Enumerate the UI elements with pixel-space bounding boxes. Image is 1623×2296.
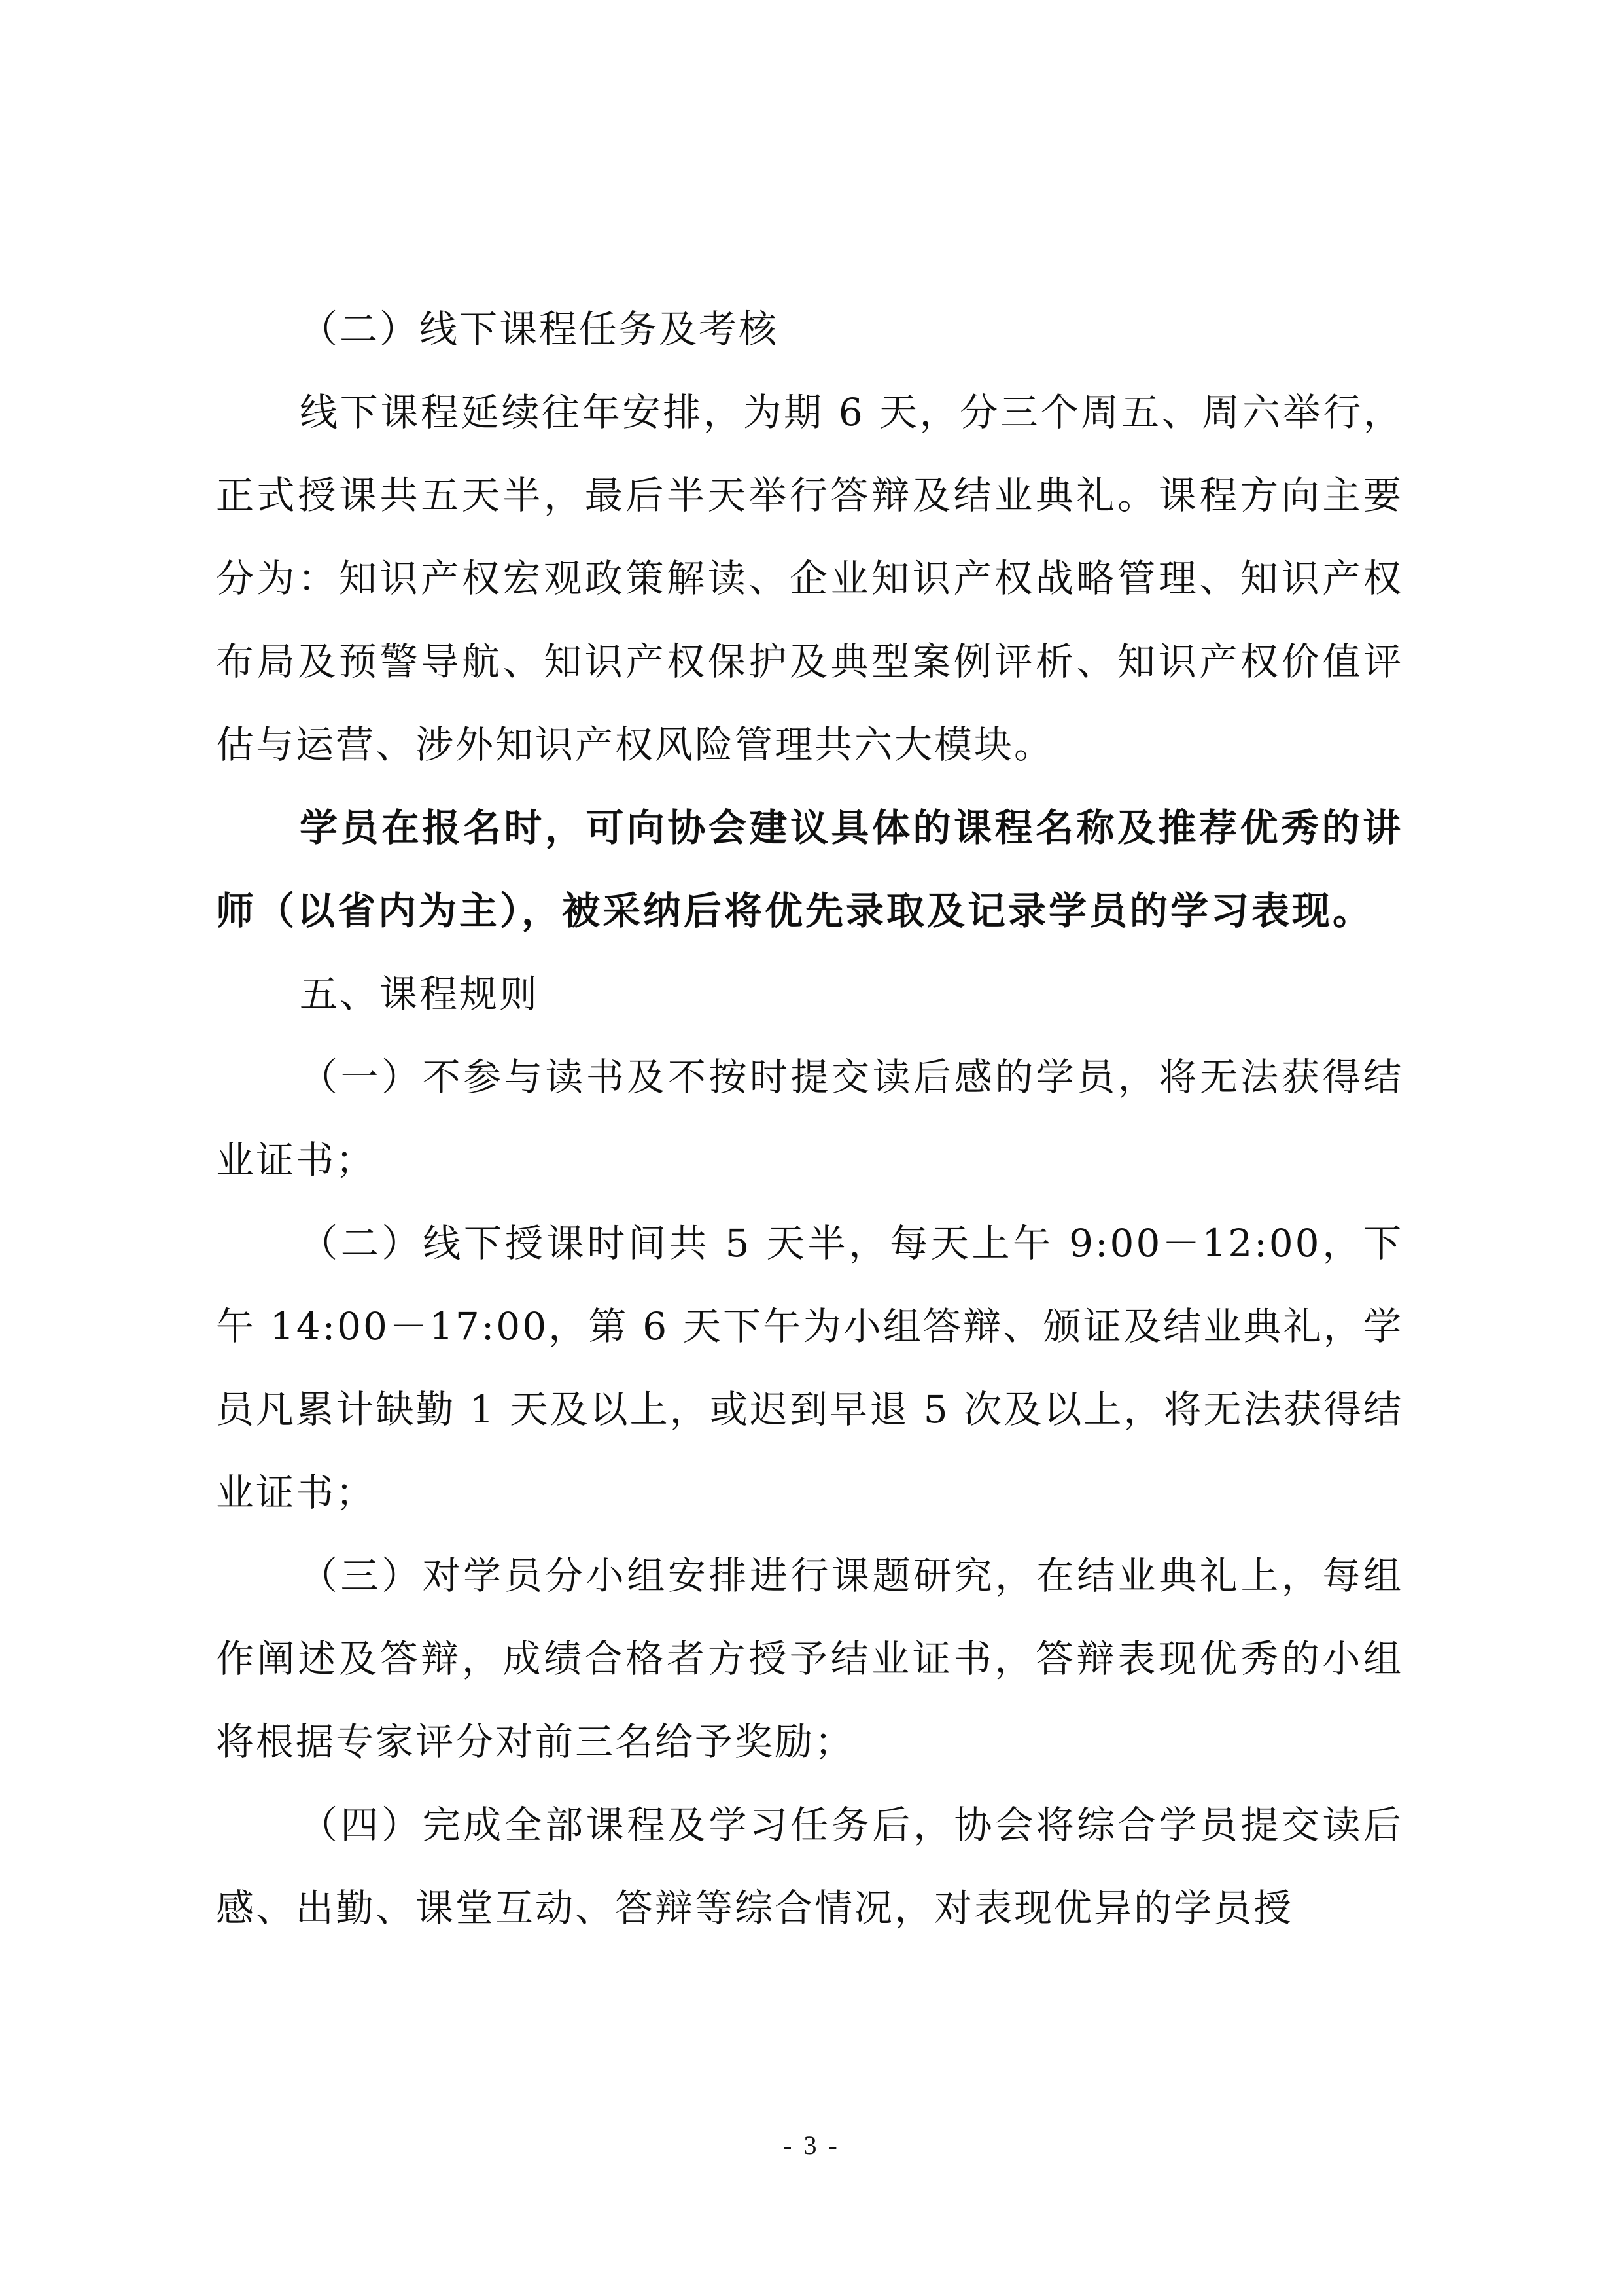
section-heading-course-rules: 五、课程规则 [300, 972, 540, 1016]
rule-reading-requirement: （一）不参与读书及不按时提交读后感的学员，将无法获得结业证书； [216, 1055, 1403, 1182]
subheading-offline-course: （二）线下课程任务及考核 [300, 307, 779, 351]
rule-attendance: （二）线下授课时间共 5 天半，每天上午 9:00－12:00，下午 14:00－17:00，第 6 天下午为小组答辩、颁证及结业典礼，学员凡累计缺勤 1 天及以上，或迟到早退 5 次及以上，将无法获得结业证书； [216, 1221, 1403, 1515]
rule-group-research: （三）对学员分小组安排进行课题研究，在结业典礼上，每组作阐述及答辩，成绩合格者方授予结业证书，答辩表现优秀的小组将根据专家评分对前三名给予奖励； [216, 1553, 1403, 1764]
offline-course-description: 线下课程延续往年安排，为期 6 天，分三个周五、周六举行，正式授课共五天半，最后半天举行答辩及结业典礼。课程方向主要分为：知识产权宏观政策解读、企业知识产权战略管理、知识产权布局及预警导航、知识产权保护及典型案例评析、知识产权价值评估与运营、涉外知识产权风险管理共六大模块。 [216, 390, 1403, 767]
enrollment-suggestion-note: 学员在报名时，可向协会建议具体的课程名称及推荐优秀的讲师（以省内为主），被采纳后将优先录取及记录学员的学习表现。 [216, 805, 1403, 933]
document-body [216, 288, 1403, 1950]
page-number: - 3 - [783, 2130, 840, 2160]
rule-completion-award: （四）完成全部课程及学习任务后，协会将综合学员提交读后感、出勤、课堂互动、答辩等综合情况，对表现优异的学员授 [216, 1803, 1403, 1930]
